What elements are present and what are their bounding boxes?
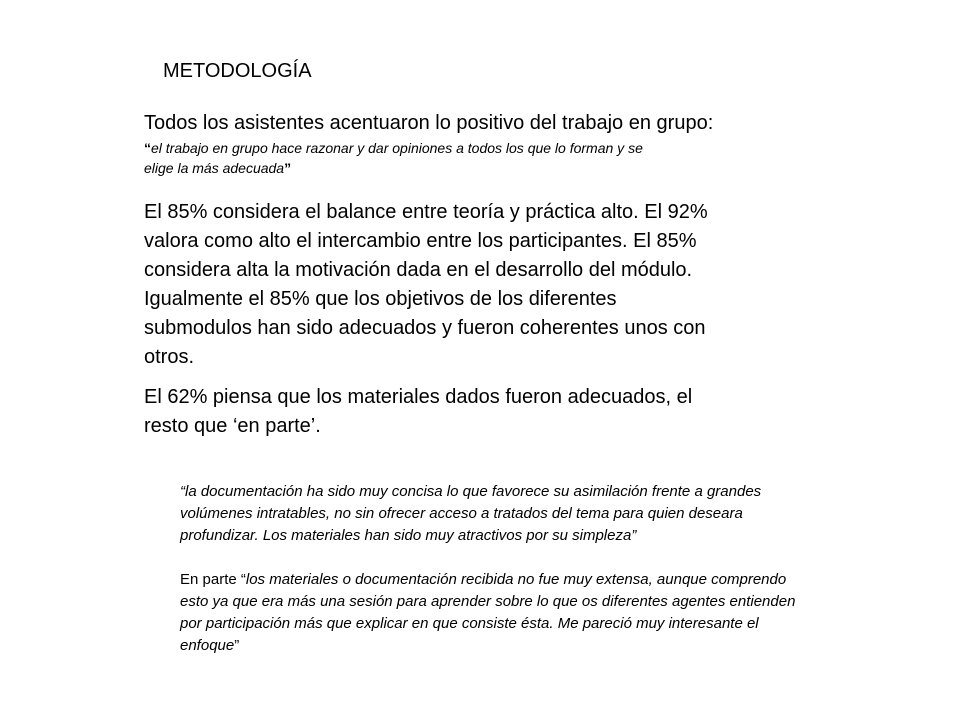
partial-quote-prefix: En parte “ (180, 571, 246, 588)
documentation-quote-line-1: “la documentación ha sido muy concisa lo que favorece su asimilación frente a grandes (180, 483, 762, 500)
evaluation-line-6: otros. (144, 346, 195, 368)
documentation-quote-line-2: volúmenes intratables, no sin ofrecer acceso a tratados del tema para quien deseara (180, 505, 743, 522)
partial-quote-text-1: los materiales o documentación recibida no fue muy extensa, aunque comprendo (245, 571, 787, 588)
materials-line-1: El 62% piensa que los materiales dados fueron adecuados, el (144, 386, 693, 408)
partial-quote-line-1 (180, 569, 950, 591)
evaluation-line-5: submodulos han sido adecuados y fueron coherentes unos con (144, 317, 706, 339)
evaluation-line-4: Igualmente el 85% que los objetivos de los diferentes (144, 288, 617, 310)
partial-quote-line-3: por participación más que explicar en que consiste ésta. Me pareció muy interesante el (180, 615, 759, 632)
lead-sentence: Todos los asistentes acentuaron lo positivo del trabajo en grupo: (144, 112, 714, 134)
evaluation-paragraph (144, 198, 824, 372)
documentation-quote (180, 481, 950, 547)
partial-quote-suffix: ” (234, 637, 240, 654)
quote-close-mark: ” (284, 160, 292, 176)
evaluation-line-2: valora como alto el intercambio entre los participantes. El 85% (144, 230, 697, 252)
materials-paragraph (144, 383, 824, 441)
page-title: METODOLOGÍA (163, 60, 312, 82)
materials-line-2: resto que ‘en parte’. (144, 415, 321, 437)
group-quote-line-1: el trabajo en grupo hace razonar y dar opiniones a todos los que lo forman y se (151, 140, 643, 156)
evaluation-line-1: El 85% considera el balance entre teoría y práctica alto. El 92% (144, 201, 708, 223)
partial-quote-text-4: enfoque (180, 637, 235, 654)
partial-quote-line-2: esto ya que era más una sesión para aprender sobre lo que os diferentes agentes entienden (180, 593, 796, 610)
quote-open-mark: “ (144, 140, 151, 156)
evaluation-line-3: considera alta la motivación dada en el desarrollo del módulo. (144, 259, 693, 281)
partial-quote-line-4 (180, 635, 950, 657)
group-work-quote (144, 138, 824, 178)
partial-quote (180, 569, 950, 657)
documentation-quote-line-3: profundizar. Los materiales han sido muy atractivos por su simpleza” (180, 527, 637, 544)
group-quote-line-2: elige la más adecuada (144, 160, 285, 176)
